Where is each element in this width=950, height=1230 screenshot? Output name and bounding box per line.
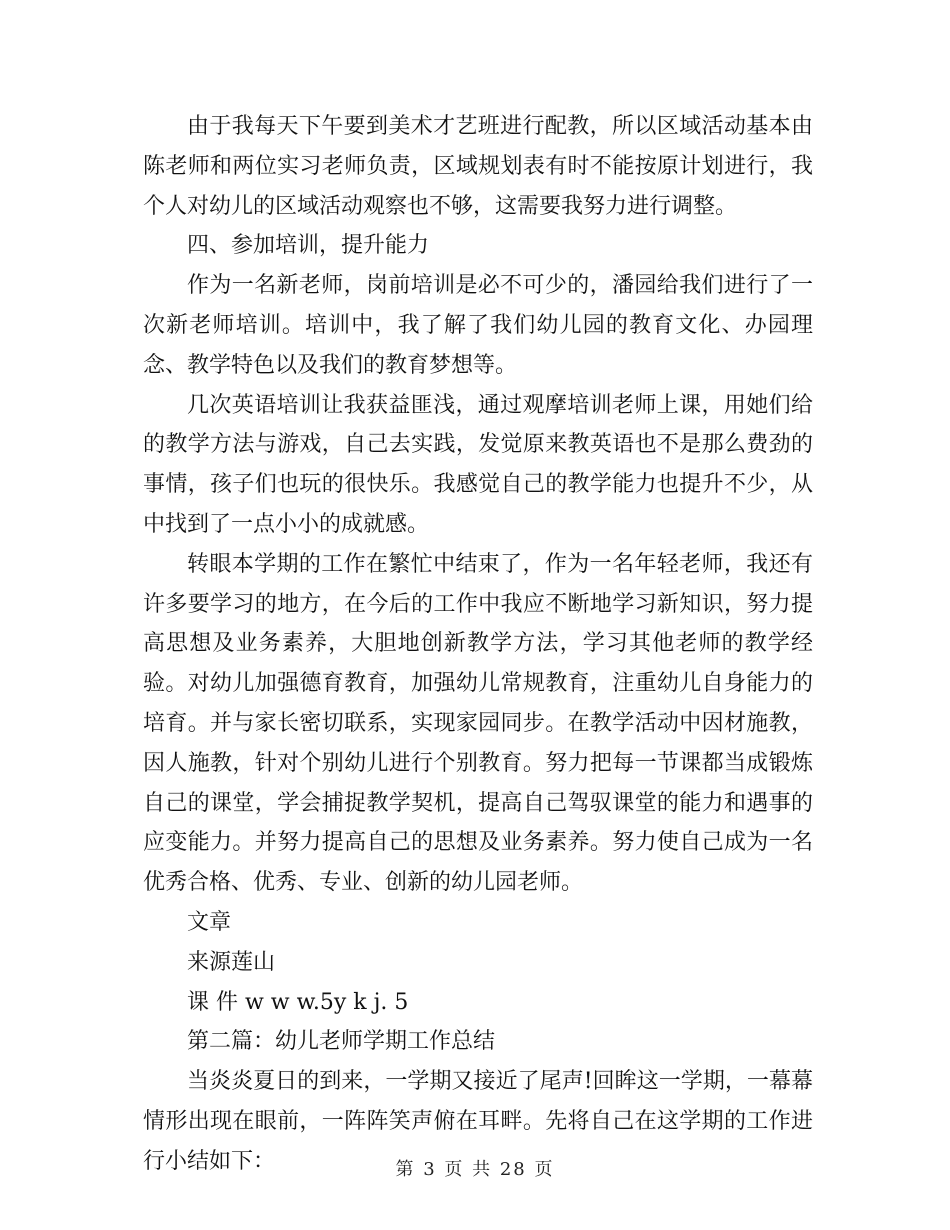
document-body	[143, 107, 813, 1182]
section-heading: 四、参加培训，提升能力	[187, 233, 430, 259]
section-heading: 第二篇：幼儿老师学期工作总结	[187, 1029, 496, 1055]
paragraph: 几次英语培训让我获益匪浅，通过观摩培训老师上课，用她们给的教学方法与游戏，自己去实践，发觉原来教英语也不是那么费劲的事情，孩子们也玩的很快乐。我感觉自己的教学能力也提升不少，从中找到了一点小小的成就感。	[143, 392, 813, 537]
paragraph: 作为一名新老师，岗前培训是必不可少的，潘园给我们进行了一次新老师培训。培训中，我了解了我们幼儿园的教育文化、办园理念、教学特色以及我们的教育梦想等。	[143, 273, 813, 378]
paragraph: 当炎炎夏日的到来，一学期又接近了尾声!回眸这一学期，一幕幕情形出现在眼前，一阵阵笑声俯在耳畔。先将自己在这学期的工作进行小结如下：	[143, 1069, 813, 1174]
page-number-footer: 第 3 页 共 28 页	[395, 1159, 555, 1180]
source-line: 课 件 w w w.5y k j. 5	[187, 989, 409, 1015]
paragraph: 由于我每天下午要到美术才艺班进行配教，所以区域活动基本由陈老师和两位实习老师负责，区域规划表有时不能按原计划进行，我个人对幼儿的区域活动观察也不够，这需要我努力进行调整。	[143, 114, 813, 219]
source-line: 来源莲山	[187, 949, 276, 975]
source-line: 文章	[187, 909, 232, 935]
paragraph: 转眼本学期的工作在繁忙中结束了，作为一名年轻老师，我还有许多要学习的地方，在今后的工作中我应不断地学习新知识，努力提高思想及业务素养，大胆地创新教学方法，学习其他老师的教学经验。对幼儿加强德育教育，加强幼儿常规教育，注重幼儿自身能力的培育。并与家长密切联系，实现家园同步。在教学活动中因材施教，因人施教，针对个别幼儿进行个别教育。努力把每一节课都当成锻炼自己的课堂，学会捕捉教学契机，提高自己驾驭课堂的能力和遇事的应变能力。并努力提高自己的思想及业务素养。努力使自己成为一名优秀合格、优秀、专业、创新的幼儿园老师。	[143, 551, 813, 896]
